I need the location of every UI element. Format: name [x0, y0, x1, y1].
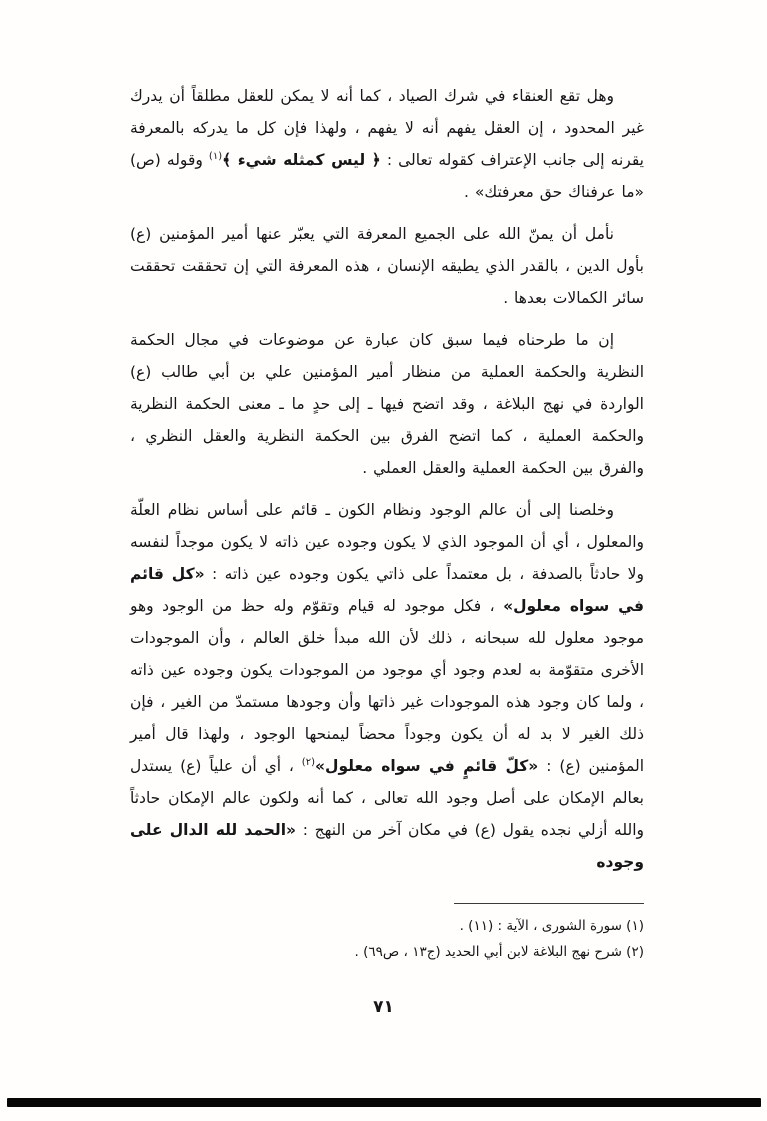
page-number: ٧١	[373, 997, 394, 1017]
paragraph-3: إن ما طرحناه فيما سبق كان عبارة عن موضوعات في مجال الحكمة النظرية والحكمة العملية من منظار أمير المؤمنين علي بن أبي طالب (ع) الواردة في نهج البلاغة ، وقد اتضح فيها ـ إلى حدٍ ما ـ معنى الحكمة النظرية والحكمة العملية ، كما اتضح الفرق بين الحكمة النظرية والعقل النظري ، والفرق بين الحكمة العملية والعقل العملي .	[130, 331, 644, 477]
footnote-separator	[454, 903, 644, 904]
footnote-area	[130, 903, 644, 966]
paragraph-1: وهل تقع العنقاء في شرك الصياد ، كما أنه لا يمكن للعقل مطلقاً أن يدرك غير المحدود ، إن العقل يفهم أنه لا يفهم ، ولهذا فإن كل ما يدركه بالمعرفة يقرنه إلى جانب الإعتراف كقوله تعالى : ﴿ ليس كمثله شيء ﴾$^{(١)}$ وقوله (ص) «ما عرفناك حق معرفتك» .	[130, 87, 645, 201]
scan-artifact-bar	[7, 1098, 761, 1107]
footnote-2: (٢) شرح نهج البلاغة لابن أبي الحديد (ج١٣ ، ص٦٩) .	[354, 944, 644, 960]
paragraph-4: وخلصنا إلى أن عالم الوجود ونظام الكون ـ قائم على أساس نظام العلّة والمعلول ، أي أن الموجود الذي لا يكون وجوده عين ذاته لا يكون موجداً لنفسه ولا حادثاً بالصدفة ، بل معتمداً على ذاتي يكون وجوده عين ذاته : «كل قائم في سواه معلول» ، فكل موجود له قيام وتقوّم وله حظ من الوجود وهو موجود معلول لله سبحانه ، ذلك لأن الله مبدأ خلق العالم ، وأن الموجودات الأخرى متقوّمة به لعدم وجود أي موجود من الموجودات يكون وجوده عين ذاته ، ولما كان وجود هذه الموجودات غير ذاتها وأن وجودها مستمدّ من الغير ، فإن ذلك الغير لا بد له أن يكون وجوداً محضاً ليمنحها الوجود ، ولهذا قال أمير المؤمنين (ع) : «كلّ قائمٍ في سواه معلول»$^{(٢)}$ ، أي أن علياً (ع) يستدل بعالم الإمكان على أصل وجود الله تعالى ، كما أنه ولكون عالم الإمكان حادثاً والله أزلي نجده يقول (ع) في مكان آخر من النهج : «الحمد لله الدال على وجوده	[130, 501, 645, 871]
footnote-1: (١) سورة الشورى ، الآية : (١١) .	[459, 918, 644, 934]
body-text	[130, 80, 644, 888]
paragraph-2: نأمل أن يمنّ الله على الجميع المعرفة التي يعبّر عنها أمير المؤمنين (ع) بأول الدين ، بالقدر الذي يطيقه الإنسان ، هذه المعرفة التي إن تحققت تحققت سائر الكمالات بعدها .	[130, 225, 644, 307]
